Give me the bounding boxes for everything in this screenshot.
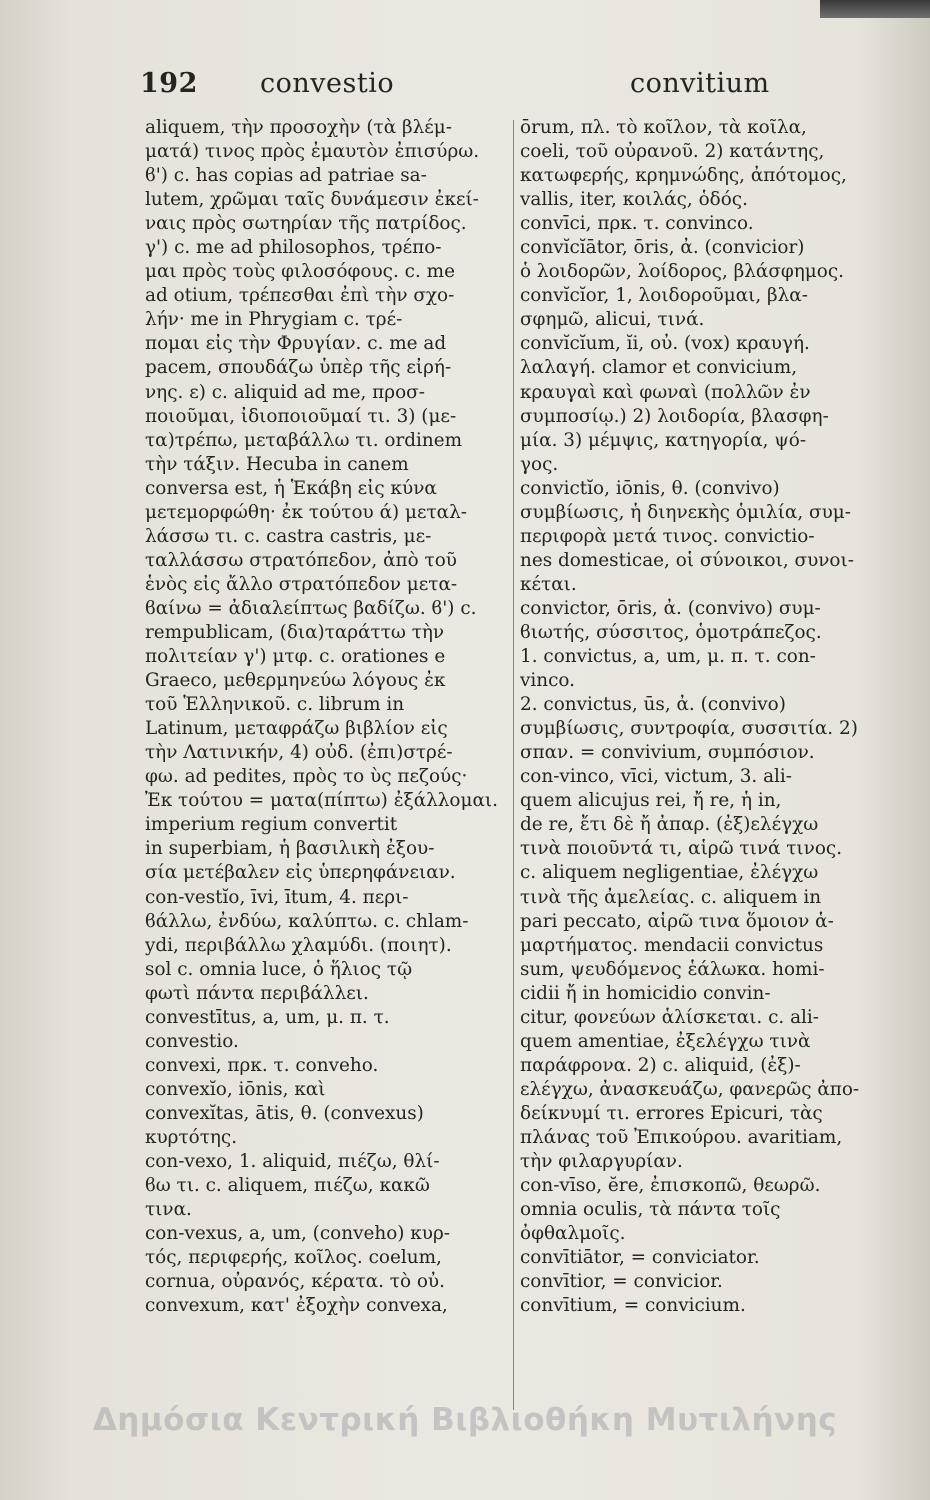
- text-line: convestītus, a, um, μ. π. τ.: [145, 1006, 390, 1028]
- text-line: convītiātor, = conviciator.: [520, 1247, 760, 1269]
- text-line: rempublicam, (δια)ταράττω τὴν: [145, 621, 445, 643]
- text-line: convexum, κατ' ἐξοχὴν convexa,: [145, 1295, 448, 1317]
- text-line: λαλαγή. clamor et convicium,: [520, 357, 798, 379]
- text-line: ὁ λοιδορῶν, λοίδορος, βλάσφημος.: [520, 261, 844, 283]
- text-line: ϐω τι. c. aliquem, πιέζω, κακῶ: [145, 1175, 430, 1197]
- text-line: con-vexo, 1. aliquid, πιέζω, θλί-: [145, 1151, 440, 1173]
- text-line: σπαν. = convivium, συμπόσιον.: [520, 742, 815, 764]
- text-line: κατωφερής, κρημνώδης, ἀπότομος,: [520, 165, 847, 187]
- text-line: convīci, πρκ. τ. convinco.: [520, 213, 754, 235]
- text-line: conversa est, ἡ Ἑκάβη εἰς κύνα: [145, 477, 437, 499]
- text-line: ϐάλλω, ἐνδύω, καλύπτω. c. chlam-: [145, 910, 469, 932]
- text-line: μία. 3) μέμψις, κατηγορία, ψό-: [520, 429, 807, 451]
- text-line: λάσσω τι. c. castra castris, με-: [145, 525, 432, 547]
- text-line: pari peccato, αἱρῶ τινα ὅμοιον ἁ-: [520, 910, 834, 932]
- text-line: c. aliquem negligentiae, ἐλέγχω: [520, 862, 819, 884]
- text-line: γ') c. me ad philosophos, τρέπο-: [145, 237, 442, 259]
- text-line: νης. ε) c. aliquid ad me, προσ-: [145, 381, 425, 403]
- text-line: φωτὶ πάντα περιβάλλει.: [145, 982, 369, 1004]
- text-line: convexi, πρκ. τ. conveho.: [145, 1054, 379, 1076]
- text-line: convexĭtas, ātis, θ. (convexus): [145, 1102, 424, 1124]
- text-line: γος.: [520, 453, 559, 475]
- text-line: συμποσίῳ.) 2) λοιδορία, βλασφη-: [520, 405, 829, 427]
- text-line: Ἐκ τούτου = ματα(πίπτω) ἐξάλλομαι.: [145, 790, 498, 812]
- text-line: coeli, τοῦ οὐρανοῦ. 2) κατάντης,: [520, 141, 825, 163]
- left-column: [145, 116, 505, 1318]
- text-line: δείκνυμί τι. errores Epicuri, τὰς: [520, 1102, 823, 1124]
- text-line: τός, περιφερής, κοῖλος. coelum,: [145, 1247, 442, 1269]
- text-line: citur, φονεύων ἁλίσκεται. c. ali-: [520, 1006, 820, 1028]
- page-number: 192: [140, 68, 198, 99]
- text-line: περιφορὰ μετά τινος. convictio-: [520, 525, 815, 547]
- text-line: ματά) τινος πρὸς ἐμαυτὸν ἐπισύρω.: [145, 141, 480, 163]
- text-line: cidii ἤ in homicidio convin-: [520, 982, 771, 1004]
- text-line: con-vestĭo, īvi, ītum, 4. περι-: [145, 886, 409, 908]
- text-line: φω. ad pedites, πρὸς το ὺς πεζούς·: [145, 766, 468, 788]
- text-line: ὀφθαλμοῖς.: [520, 1223, 626, 1245]
- right-headword: convitium: [630, 68, 770, 99]
- text-line: πομαι εἰς τὴν Φρυγίαν. c. me ad: [145, 333, 447, 355]
- text-line: ναις πρὸς σωτηρίαν τῆς πατρίδος.: [145, 213, 467, 235]
- text-line: convītium, = convicium.: [520, 1295, 746, 1317]
- text-line: lutem, χρῶμαι ταῖς δυνάμεσιν ἐκεί-: [145, 189, 479, 211]
- text-line: τινα.: [145, 1199, 192, 1221]
- text-line: 2. convictus, ūs, ἀ. (convivo): [520, 694, 786, 716]
- running-head: [140, 68, 840, 108]
- text-line: σφημῶ, alicui, τινά.: [520, 309, 705, 331]
- text-line: τὴν φιλαργυρίαν.: [520, 1151, 683, 1173]
- left-headword: convestio: [260, 68, 395, 99]
- text-line: μαι πρὸς τοὺς φιλοσόφους. c. me: [145, 261, 455, 283]
- text-line: convĭcĭātor, ōris, ἀ. (convicior): [520, 237, 805, 259]
- right-column: [520, 116, 890, 1318]
- text-line: τὴν Λατινικήν, 4) οὐδ. (ἐπι)στρέ-: [145, 742, 453, 764]
- text-line: con-vexus, a, um, (conveho) κυρ-: [145, 1223, 450, 1245]
- text-line: omnia oculis, τὰ πάντα τοῖς: [520, 1199, 781, 1221]
- text-line: ōrum, πλ. τὸ κοῖλον, τὰ κοῖλα,: [520, 117, 807, 138]
- text-line: ad otium, τρέπεσθαι ἐπὶ τὴν σχο-: [145, 285, 455, 307]
- text-line: κυρτότης.: [145, 1126, 238, 1148]
- text-line: μαρτήματος. mendacii convictus: [520, 934, 824, 956]
- text-line: convĭcĭor, 1, λοιδοροῦμαι, βλα-: [520, 285, 808, 307]
- text-line: κέται.: [520, 573, 577, 595]
- library-watermark: Δημόσια Κεντρική Βιβλιοθήκη Μυτιλήνης: [92, 1402, 838, 1438]
- text-line: convĭcĭum, ĭi, οὐ. (vox) κραυγή.: [520, 333, 810, 355]
- text-line: pacem, σπουδάζω ὑπὲρ τῆς εἰρή-: [145, 357, 452, 379]
- text-line: convexĭo, iōnis, καὶ: [145, 1078, 326, 1100]
- text-line: τινὰ τῆς ἀμελείας. c. aliquem in: [520, 886, 822, 908]
- text-line: ελέγχω, ἀνασκευάζω, φανερῶς ἀπο-: [520, 1078, 860, 1100]
- text-line: quem amentiae, ἐξελέγχω τινὰ: [520, 1030, 811, 1052]
- text-line: ταλλάσσω στρατόπεδον, ἀπὸ τοῦ: [145, 549, 457, 571]
- text-line: 1. convictus, a, um, μ. π. τ. con-: [520, 646, 816, 668]
- text-line: μετεμορφώθη· ἐκ τούτου ά) μεταλ-: [145, 501, 467, 523]
- text-line: τὴν τάξιν. Hecuba in canem: [145, 453, 409, 475]
- text-line: convītior, = convicior.: [520, 1271, 723, 1293]
- text-line: ϐαίνω = ἀδιαλείπτως βαδίζω. ϐ') c.: [145, 597, 477, 619]
- text-line: aliquem, τὴν προσοχὴν (τὰ βλέμ-: [145, 117, 452, 138]
- text-line: quem alicujus rei, ἤ re, ἡ in,: [520, 790, 782, 812]
- text-line: de re, ἔτι δὲ ἤ ἀπαρ. (ἐξ)ελέγχω: [520, 814, 819, 836]
- text-line: imperium regium convertit: [145, 814, 398, 836]
- text-line: sum, ψευδόμενος ἑάλωκα. homi-: [520, 958, 825, 980]
- text-line: ποιοῦμαι, ἰδιοποιοῦμαί τι. 3) (με-: [145, 405, 457, 427]
- text-line: Graeco, μεθερμηνεύω λόγους ἐκ: [145, 670, 446, 692]
- text-line: ϐιωτής, σύσσιτος, ὁμοτράπεζος.: [520, 621, 822, 643]
- text-line: λήν· me in Phrygiam c. τρέ-: [145, 309, 403, 331]
- scan-corner-mark: [820, 0, 930, 18]
- text-line: ydi, περιβάλλω χλαμύδι. (ποιητ).: [145, 934, 452, 956]
- text-line: σία μετέβαλεν εἰς ὑπερηφάνειαν.: [145, 862, 456, 884]
- text-line: convictĭo, iōnis, θ. (convivo): [520, 477, 780, 499]
- text-line: cornua, οὐρανός, κέρατα. τὸ οὐ.: [145, 1271, 445, 1293]
- text-line: παράφρονα. 2) c. aliquid, (ἐξ)-: [520, 1054, 801, 1076]
- text-line: con-vīso, ĕre, ἐπισκοπῶ, θεωρῶ.: [520, 1175, 821, 1197]
- text-line: Latinum, μεταφράζω βιβλίον εἰς: [145, 718, 448, 740]
- text-line: τοῦ Ἑλληνικοῦ. c. librum in: [145, 694, 405, 716]
- text-line: πολιτείαν γ') μτφ. c. orationes e: [145, 646, 446, 668]
- text-line: convictor, ōris, ἀ. (convivo) συμ-: [520, 597, 821, 619]
- text-line: ϐ') c. has copias ad patriae sa-: [145, 165, 427, 187]
- text-line: συμβίωσις, ἡ διηνεκὴς ὁμιλία, συμ-: [520, 501, 851, 523]
- text-line: τινὰ ποιοῦντά τι, αἱρῶ τινά τινος.: [520, 838, 843, 860]
- column-divider: [513, 120, 514, 1410]
- text-line: ἑνὸς εἰς ἄλλο στρατόπεδον μετα-: [145, 573, 458, 595]
- text-line: vinco.: [520, 670, 576, 692]
- text-line: con-vinco, vīci, victum, 3. ali-: [520, 766, 793, 788]
- text-line: συμβίωσις, συντροφία, συσσιτία. 2): [520, 718, 858, 740]
- text-line: nes domesticae, οἱ σύνοικοι, συνοι-: [520, 549, 854, 571]
- text-line: vallis, iter, κοιλάς, ὁδός.: [520, 189, 748, 211]
- text-line: τα)τρέπω, μεταβάλλω τι. ordinem: [145, 429, 463, 451]
- text-line: in superbiam, ἡ βασιλικὴ ἐξου-: [145, 838, 435, 860]
- text-line: πλάνας τοῦ Ἐπικούρου. avaritiam,: [520, 1126, 843, 1148]
- text-line: sol c. omnia luce, ὁ ἥλιος τῷ: [145, 958, 413, 980]
- text-line: convestio.: [145, 1030, 239, 1052]
- text-line: κραυγαὶ καὶ φωναὶ (πολλῶν ἐν: [520, 381, 811, 403]
